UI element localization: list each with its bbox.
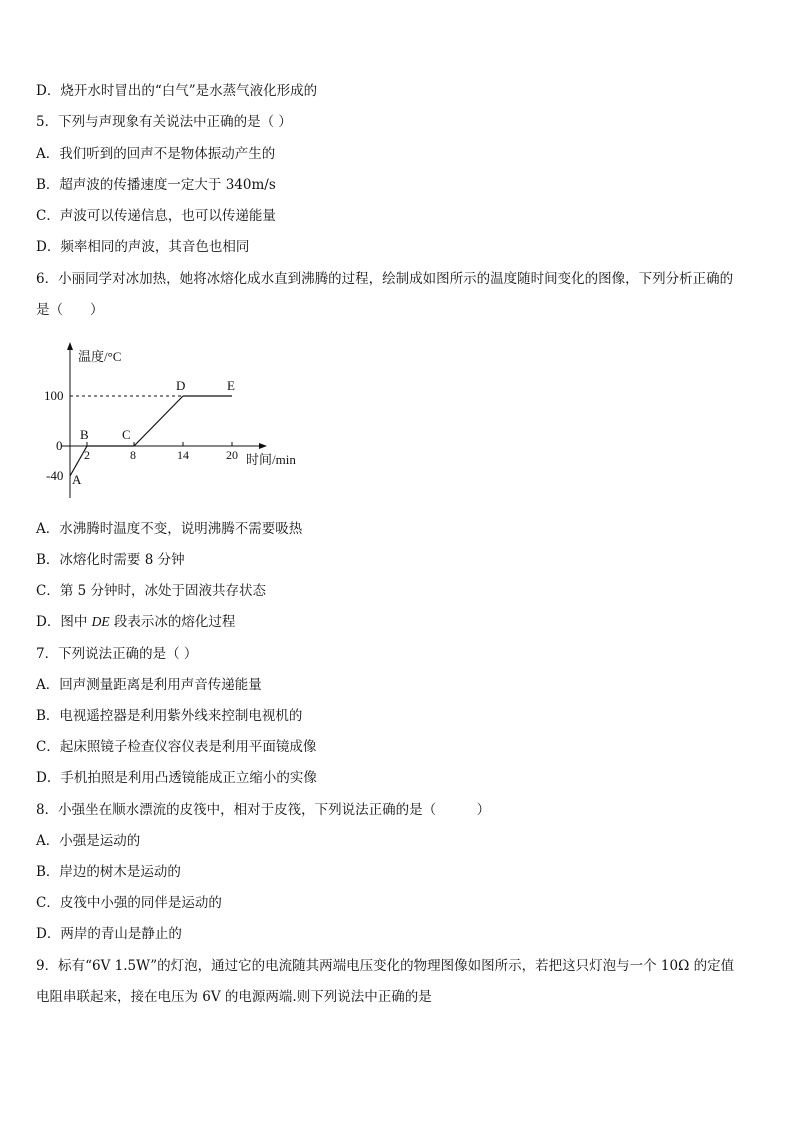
y-tick-label-neg40: -40 [46,468,64,483]
q8-option-a: A．小强是运动的 [36,833,141,849]
question-9-stem-cont: 电阻串联起来，接在电压为 6V 的电源两端.则下列说法中正确的是 [36,989,432,1005]
question-8-stem: 8．小强坐在顺水漂流的皮筏中，相对于皮筏，下列说法正确的是（ ） [36,802,491,818]
x-tick-label-14: 14 [177,448,189,462]
q8-option-c: C．皮筏中小强的同伴是运动的 [36,895,222,911]
point-label-e: E [227,378,235,393]
question-6-stem: 6．小丽同学对冰加热，她将冰熔化成水直到沸腾的过程，绘制成如图所示的温度随时间变化的图像，下列分析正确的 [36,271,734,287]
x-tick-label-8: 8 [130,448,136,462]
q7-option-a: A．回声测量距离是利用声音传递能量 [36,677,262,693]
point-label-c: C [122,427,131,442]
point-label-b: B [80,427,89,442]
q5-option-b: B．超声波的传播速度一定大于 340m/s [36,177,276,193]
q5-option-a: A．我们听到的回声不是物体振动产生的 [36,146,276,162]
question-7-stem: 7．下列说法正确的是（ ） [36,646,198,662]
y-tick-label-0: 0 [56,438,63,453]
q6-option-a: A．水沸腾时温度不变，说明沸腾不需要吸热 [36,521,303,537]
question-6-stem-cont: 是（ ） [36,302,104,318]
q7-option-d: D．手机拍照是利用凸透镜能成正立缩小的实像 [36,770,317,786]
q7-option-b: B．电视遥控器是利用紫外线来控制电视机的 [36,708,303,724]
q6-option-b: B．冰熔化时需要 8 分钟 [36,552,185,568]
x-axis-arrow [259,443,267,449]
q6-option-d-suffix: 段表示冰的熔化过程 [109,614,236,630]
point-label-a: A [72,472,82,487]
y-axis-arrow [67,342,73,350]
q7-option-c: C．起床照镜子检查仪容仪表是利用平面镜成像 [36,739,317,755]
point-label-d: D [176,378,186,393]
y-axis-label: 温度/°C [78,349,122,364]
temperature-time-graph [40,338,320,508]
q8-option-b: B．岸边的树木是运动的 [36,864,181,880]
y-tick-label-100: 100 [44,388,64,403]
q6-option-d-prefix: D．图中 [36,614,92,630]
q5-option-c: C．声波可以传递信息，也可以传递能量 [36,208,276,224]
x-tick-label-2: 2 [84,448,90,462]
q5-option-d: D．频率相同的声波，其音色也相同 [36,239,250,255]
q6-option-d-segment: DE [91,614,110,629]
question-9-stem: 9．标有“6V 1.5W”的灯泡，通过它的电流随其两端电压变化的物理图像如图所示，若把这只灯泡与一个 10Ω 的定值 [36,958,735,974]
q6-option-d [36,613,235,631]
x-axis-label: 时间/min [246,452,296,467]
q8-option-d: D．两岸的青山是静止的 [36,926,182,942]
q4-option-d: D．烧开水时冒出的“白气”是水蒸气液化形成的 [36,83,318,99]
x-tick-label-20: 20 [226,448,238,462]
segment-cd [134,396,183,446]
question-5-stem: 5．下列与声现象有关说法中正确的是（ ） [36,114,292,130]
q6-option-c: C．第 5 分钟时，冰处于固液共存状态 [36,583,267,599]
